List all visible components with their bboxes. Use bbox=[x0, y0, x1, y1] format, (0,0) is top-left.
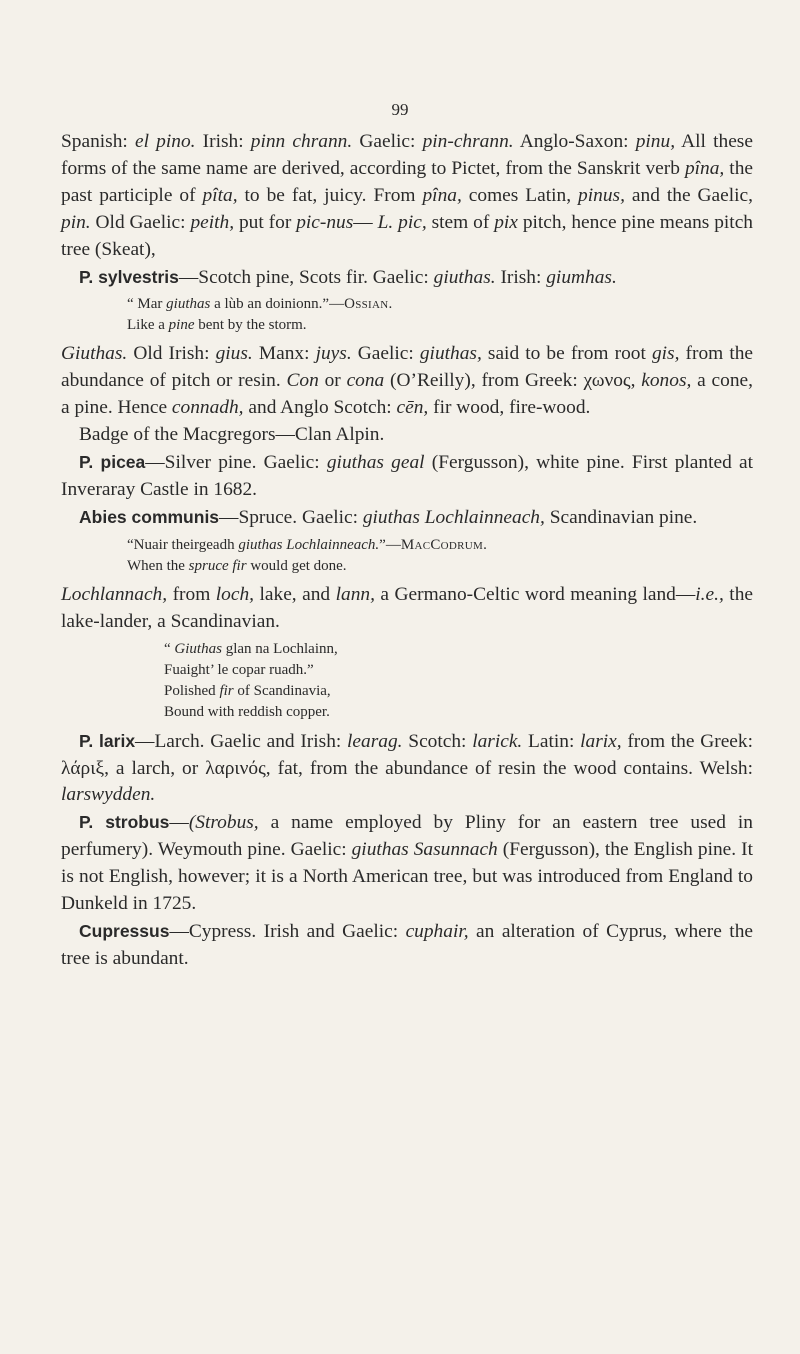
entry-giuthas: Giuthas. Old Irish: gius. Manx: juys. Gaelic: giuthas, said to be from root gis, from the abundance of pitch or resin. Con or cona (O’Reilly), from Greek: χωνος, konos, a cone, a pine. Hence connadh, and Anglo Scotch: cēn, fir wood, fire-wood. bbox=[61, 343, 754, 419]
page-body bbox=[61, 129, 753, 973]
entry-abies-communis: Abies communis—Spruce. Gaelic: giuthas Lochlainneach, Scandinavian pine. bbox=[79, 506, 698, 528]
badge-macgregors: Badge of the Macgregors—Clan Alpin. bbox=[79, 424, 385, 446]
quote-gaelic-verse: “ Giuthas glan na Lochlainn, Fuaight’ le copar ruadh.” Polished fir of Scandinavia, Bound with reddish copper. bbox=[164, 640, 338, 720]
entry-p-strobus: P. strobus—(Strobus, a name employed by Pliny for an eastern tree used in perfumery). Weymouth pine. Gaelic: giuthas Sasunnach (Fergusson), the English pine. It is not English, however; it is a North American tree, but was introduced from England to Dunkeld in 1725. bbox=[61, 812, 753, 915]
entry-cupressus: Cupressus—Cypress. Irish and Gaelic: cuphair, an alteration of Cyprus, where the tree is abundant. bbox=[61, 920, 753, 969]
quote-ossian: “ Mar giuthas a lùb an doinionn.”—Ossian. Like a pine bent by the storm. bbox=[127, 296, 393, 334]
entry-p-picea: P. picea—Silver pine. Gaelic: giuthas geal (Fergusson), white pine. First planted at Inveraray Castle in 1682. bbox=[61, 452, 753, 500]
quote-maccodrum: “Nuair theirgeadh giuthas Lochlainneach.”—MacCodrum. When the spruce fir would get done. bbox=[127, 536, 488, 574]
entry-p-larix: P. larix—Larch. Gaelic and Irish: learag. Scotch: larick. Latin: larix, from the Greek: λάριξ, a larch, or λαρινός, fat, from the abundance of resin the wood contains. Welsh: larswydden. bbox=[61, 730, 753, 806]
entry-lochlannach: Lochlannach, from loch, lake, and lann, a Germano-Celtic word meaning land—i.e., the lake-lander, a Scandinavian. bbox=[61, 583, 754, 632]
paragraph-pine-etymology: Spanish: el pino. Irish: pinn chrann. Gaelic: pin-chrann. Anglo-Saxon: pinu, All these forms of the same name are derived, according to Pictet, from the Sanskrit verb pîna, the past participle of pîta, to be fat, juicy. From pîna, comes Latin, pinus, and the Gaelic, pin. Old Gaelic: peith, put for pic-nus— L. pic, stem of pix pitch, hence pine means pitch tree (Skeat), bbox=[61, 131, 754, 260]
page-number: 99 bbox=[391, 100, 409, 119]
entry-p-sylvestris: P. sylvestris—Scotch pine, Scots fir. Gaelic: giuthas. Irish: giumhas. bbox=[79, 266, 617, 288]
